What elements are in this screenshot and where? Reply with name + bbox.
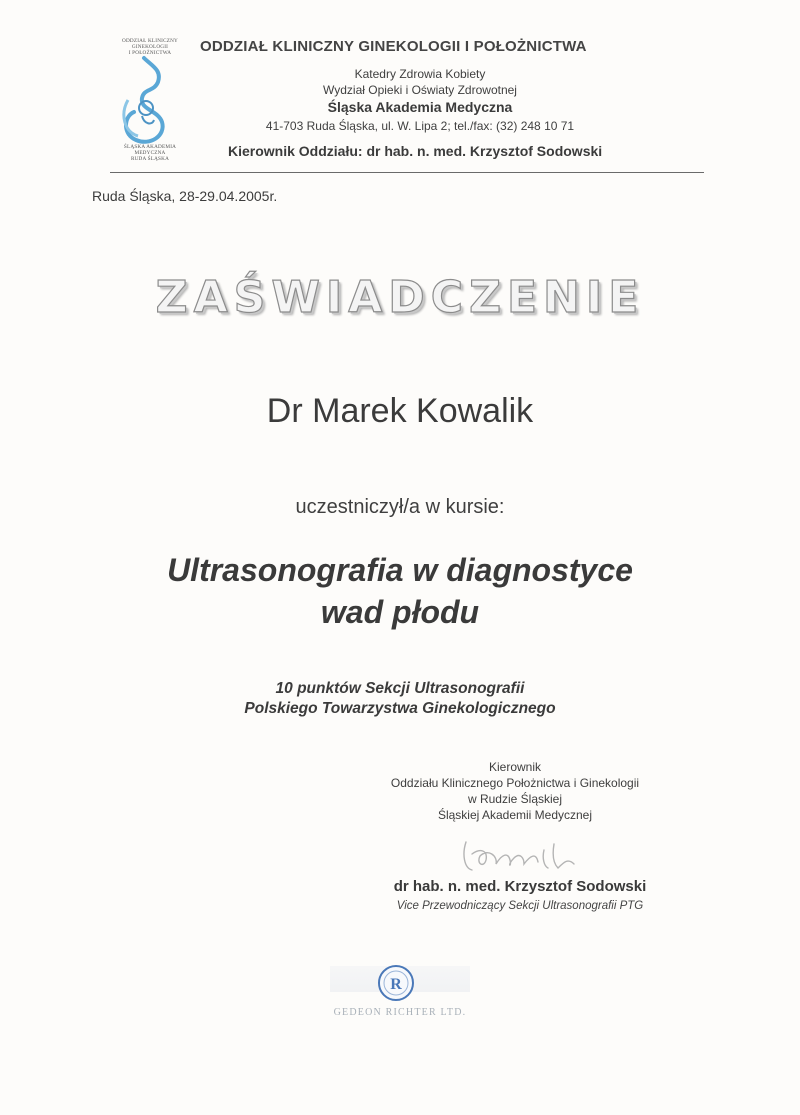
course-title-line1: Ultrasonografia w diagnostyce <box>167 552 633 588</box>
certificate-title-text: ZAŚWIADCZENIE <box>155 272 645 323</box>
header-line: Katedry Zdrowia Kobiety <box>354 67 486 81</box>
header-address: 41-703 Ruda Śląska, ul. W. Lipa 2; tel./fax: (32) 248 10 71 <box>265 119 575 133</box>
course-title-line2: wad płodu <box>320 594 480 630</box>
department-logo <box>114 36 186 162</box>
logo-line: ŚLĄSKA AKADEMIA MEDYCZNA <box>123 144 177 156</box>
sponsor-name: GEDEON RICHTER LTD. <box>333 1007 467 1018</box>
signatory-department: Oddziału Klinicznego Położnictwa i Ginekologii <box>390 776 640 790</box>
signatory-academy: Śląskiej Akademii Medycznej <box>437 808 593 822</box>
logo-line: I POŁOŻNICTWA <box>128 50 172 56</box>
logo-line: RUDA ŚLĄSKA <box>130 156 170 162</box>
points-line1: 10 punktów Sekcji Ultrasonografii <box>275 680 525 697</box>
logo-line: ODDZIAŁ KLINICZNY <box>122 38 178 44</box>
signatory-name: dr hab. n. med. Krzysztof Sodowski <box>393 878 647 895</box>
header-academy: Śląska Akademia Medyczna <box>327 99 513 115</box>
issue-date: Ruda Śląska, 28-29.04.2005r. <box>92 188 278 204</box>
signatory-role: Vice Przewodniczący Sekcji Ultrasonografii PTG <box>396 900 644 912</box>
sponsor-logo-letter: R <box>390 976 402 993</box>
header-divider <box>110 172 704 173</box>
fetus-icon <box>114 36 186 158</box>
gedeon-richter-logo-icon <box>376 963 416 1003</box>
handwritten-signature <box>458 834 588 878</box>
recipient-name: Dr Marek Kowalik <box>266 392 534 430</box>
signatory-title: Kierownik <box>488 760 542 774</box>
certificate-title <box>0 272 800 332</box>
logo-line: GINEKOLOGII <box>131 44 169 50</box>
participation-text: uczestniczył/a w kursie: <box>295 496 505 518</box>
header-title: ODDZIAŁ KLINICZNY GINEKOLOGII I POŁOŻNICTWA <box>200 38 587 55</box>
points-line2: Polskiego Towarzystwa Ginekologicznego <box>244 700 556 717</box>
signatory-location: w Rudzie Śląskiej <box>467 792 563 806</box>
logo-text-bottom <box>114 144 186 162</box>
header-line: Wydział Opieki i Oświaty Zdrowotnej <box>323 83 517 97</box>
header-head: Kierownik Oddziału: dr hab. n. med. Krzysztof Sodowski <box>228 143 603 159</box>
